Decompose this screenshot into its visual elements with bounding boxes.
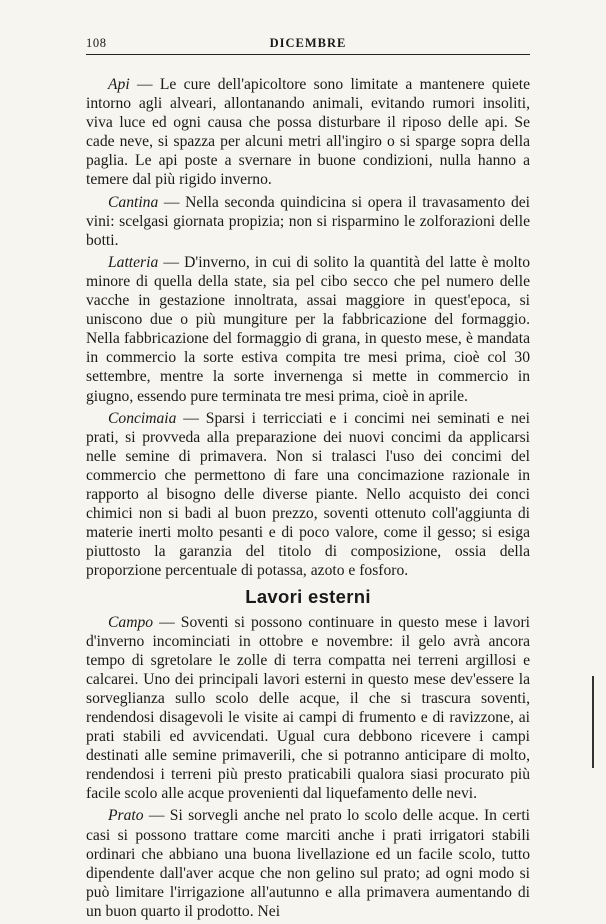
paragraph-lead: Cantina xyxy=(108,193,159,211)
paragraph-text: — Le cure dell'apicoltore sono limitate a mantenere quiete intorno agli alveari, allontanando animali, evitando rumori insoliti, viva luce ed ogni causa che possa disturbare il riposo delle api. Se cade neve, si spazza per alcuni metri all'ingiro o si sparge sopra della paglia. Le api poste a svernare in buone condizioni, nulla hanno a temere dal più rigido inverno. xyxy=(86,76,530,189)
running-title: DICEMBRE xyxy=(269,36,347,50)
paragraph-text: — Soventi si possono continuare in questo mese i lavori d'inverno incominciati in ottobre e novembre: il gelo avrà ancora tempo di sgretolare le zolle di terra compatta nei terreni argillosi e calcarei. Uno dei principali lavori esterni in questo mese dev'essere la sorveglianza sullo scolo delle acque, il che si trascura soventi, rendendosi disagevoli le visite ai campi di frumento e di ravizzone, ai prati stabili ed avvicendati. Ugual cura debbono ricevere i campi destinati alle semine primaverili, che si potranno anticipare di molto, rendendosi i terreni più presto praticabili qualora siasi procurato più facile scolo alle acque provenienti dal liquefamento delle nevi. xyxy=(86,613,530,803)
paragraph-lead: Prato xyxy=(108,807,144,825)
paragraph-lead: Latteria xyxy=(108,253,159,271)
page-number: 108 xyxy=(86,36,107,50)
book-page xyxy=(86,36,530,924)
paragraph-prato xyxy=(86,806,530,921)
scan-edge-line xyxy=(592,676,594,768)
paragraph-text: — Nella seconda quindicina si opera il travasamento dei vini: scelgasi giornata propizia; non si risparmino le zolforazioni delle botti. xyxy=(86,193,530,249)
paragraph-concimaia xyxy=(86,409,530,581)
paragraph-lead: Campo xyxy=(108,613,154,631)
paragraph-text: — D'inverno, in cui di solito la quantità del latte è molto minore di quella della state, sia pel cibo secco che pel numero delle vacche in gestazione innoltrata, assai maggiore in quest'epoca, si uniscono due o più mungiture per la fabbricazione del formaggio. Nella fabbricazione del formaggio di grana, in questo mese, è mandata in commercio la sorte estiva compita tre mesi prima, cioè col 30 settembre, mentre la sorte invernenga si mette in commercio in giugno, essendo pure terminata tre mesi prima, cioè in aprile. xyxy=(86,253,530,405)
paragraph-campo xyxy=(86,613,530,804)
page-body xyxy=(86,75,530,921)
running-header xyxy=(86,36,530,55)
paragraph-cantina xyxy=(86,193,530,250)
paragraph-text: — Sparsi i terricciati e i concimi nei seminati e nei prati, si provveda alla preparazione dei nuovi concimi da applicarsi nelle semine di primavera. Non si tralasci l'uso dei concimi del commercio che permettono di fare una concimazione razionale in rapporto al bisogno delle diverse piante. Nello acquisto dei conci chimici non si badi al buon prezzo, soventi ottenuto coll'aggiunta di materie inerti molto pesanti e di poco valore, come il gesso; si esiga piuttosto la garanzia del titolo di composizione, ossia della proporzione percentuale di potassa, azoto e fosforo. xyxy=(86,409,530,580)
paragraph-latteria xyxy=(86,253,530,406)
paragraph-lead: Api xyxy=(108,76,130,93)
paragraph-api xyxy=(86,75,530,190)
paragraph-text: — Si sorvegli anche nel prato lo scolo delle acque. In certi casi si possono trattare come marciti anche i prati irrigatori stabili ordinari che abbiano una buona livellazione ed un facile scolo, tutto dipendente dall'aver acque che non gelino sul prato; ad ogni modo si può limitare l'irrigazione all'autunno e alla primavera aumentando di un buon quarto il prodotto. Nei xyxy=(86,807,530,920)
paragraph-lead: Concimaia xyxy=(108,409,177,427)
section-heading: Lavori esterni xyxy=(245,586,371,608)
